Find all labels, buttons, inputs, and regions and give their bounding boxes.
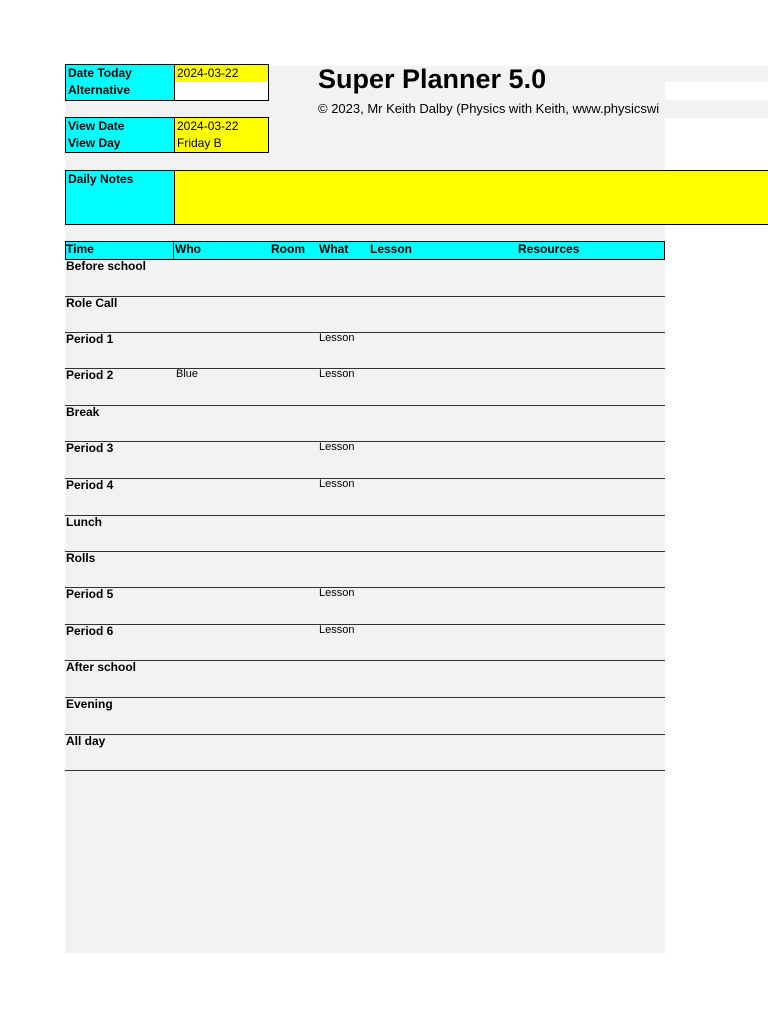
- row-time-label: All day: [66, 734, 106, 748]
- col-header-room: Room: [271, 242, 305, 256]
- table-row[interactable]: [65, 297, 665, 333]
- daily-notes-field[interactable]: [174, 170, 768, 225]
- row-time-label: Period 3: [66, 441, 114, 455]
- row-what-cell: Lesson: [319, 441, 355, 453]
- sheet-background-right-strip-2: [665, 100, 768, 118]
- col-header-what: What: [319, 242, 349, 256]
- table-row[interactable]: [65, 625, 665, 661]
- table-row[interactable]: [65, 333, 665, 369]
- schedule-header-divider: [173, 241, 174, 260]
- table-row[interactable]: [65, 661, 665, 698]
- row-time-label: Period 1: [66, 332, 114, 346]
- row-time-label: Rolls: [66, 551, 96, 565]
- row-time-label: Period 4: [66, 478, 114, 492]
- view-day-value[interactable]: Friday B: [174, 135, 269, 153]
- row-time-label: After school: [66, 660, 137, 674]
- row-time-label: Before school: [66, 259, 147, 273]
- view-date-value[interactable]: 2024-03-22: [174, 117, 269, 135]
- page-title: Super Planner 5.0: [318, 64, 547, 94]
- col-header-time: Time: [66, 242, 94, 256]
- row-time-label: Role Call: [66, 296, 118, 310]
- table-row[interactable]: [65, 406, 665, 442]
- row-what-cell: Lesson: [319, 332, 355, 344]
- row-what-cell: Lesson: [319, 624, 355, 636]
- table-row[interactable]: [65, 369, 665, 406]
- alternative-label: Alternative: [65, 82, 174, 101]
- row-time-label: Lunch: [66, 515, 102, 529]
- row-time-label: Period 2: [66, 368, 114, 382]
- sheet-background-right-strip: [665, 66, 768, 82]
- table-row[interactable]: [65, 442, 665, 479]
- view-day-label: View Day: [65, 135, 174, 153]
- table-row[interactable]: [65, 260, 665, 297]
- row-what-cell: Lesson: [319, 587, 355, 599]
- row-time-label: Evening: [66, 697, 113, 711]
- table-row[interactable]: [65, 588, 665, 625]
- table-row[interactable]: [65, 735, 665, 771]
- row-time-label: Break: [66, 405, 100, 419]
- table-row[interactable]: [65, 479, 665, 516]
- copyright-text: © 2023, Mr Keith Dalby (Physics with Keith, www.physicswi: [318, 101, 660, 116]
- col-header-who: Who: [175, 242, 201, 256]
- table-row[interactable]: [65, 516, 665, 552]
- col-header-lesson: Lesson: [370, 242, 413, 256]
- date-today-value[interactable]: 2024-03-22: [174, 64, 269, 82]
- row-time-label: Period 5: [66, 587, 114, 601]
- row-who-cell: Blue: [176, 368, 199, 380]
- daily-notes-label: Daily Notes: [65, 170, 174, 225]
- table-row[interactable]: [65, 698, 665, 735]
- row-what-cell: Lesson: [319, 478, 355, 490]
- view-date-label: View Date: [65, 117, 174, 135]
- row-time-label: Period 6: [66, 624, 114, 638]
- row-what-cell: Lesson: [319, 368, 355, 380]
- alternative-value[interactable]: [174, 82, 269, 101]
- table-row[interactable]: [65, 552, 665, 588]
- col-header-resources: Resources: [518, 242, 580, 256]
- date-today-label: Date Today: [65, 64, 174, 82]
